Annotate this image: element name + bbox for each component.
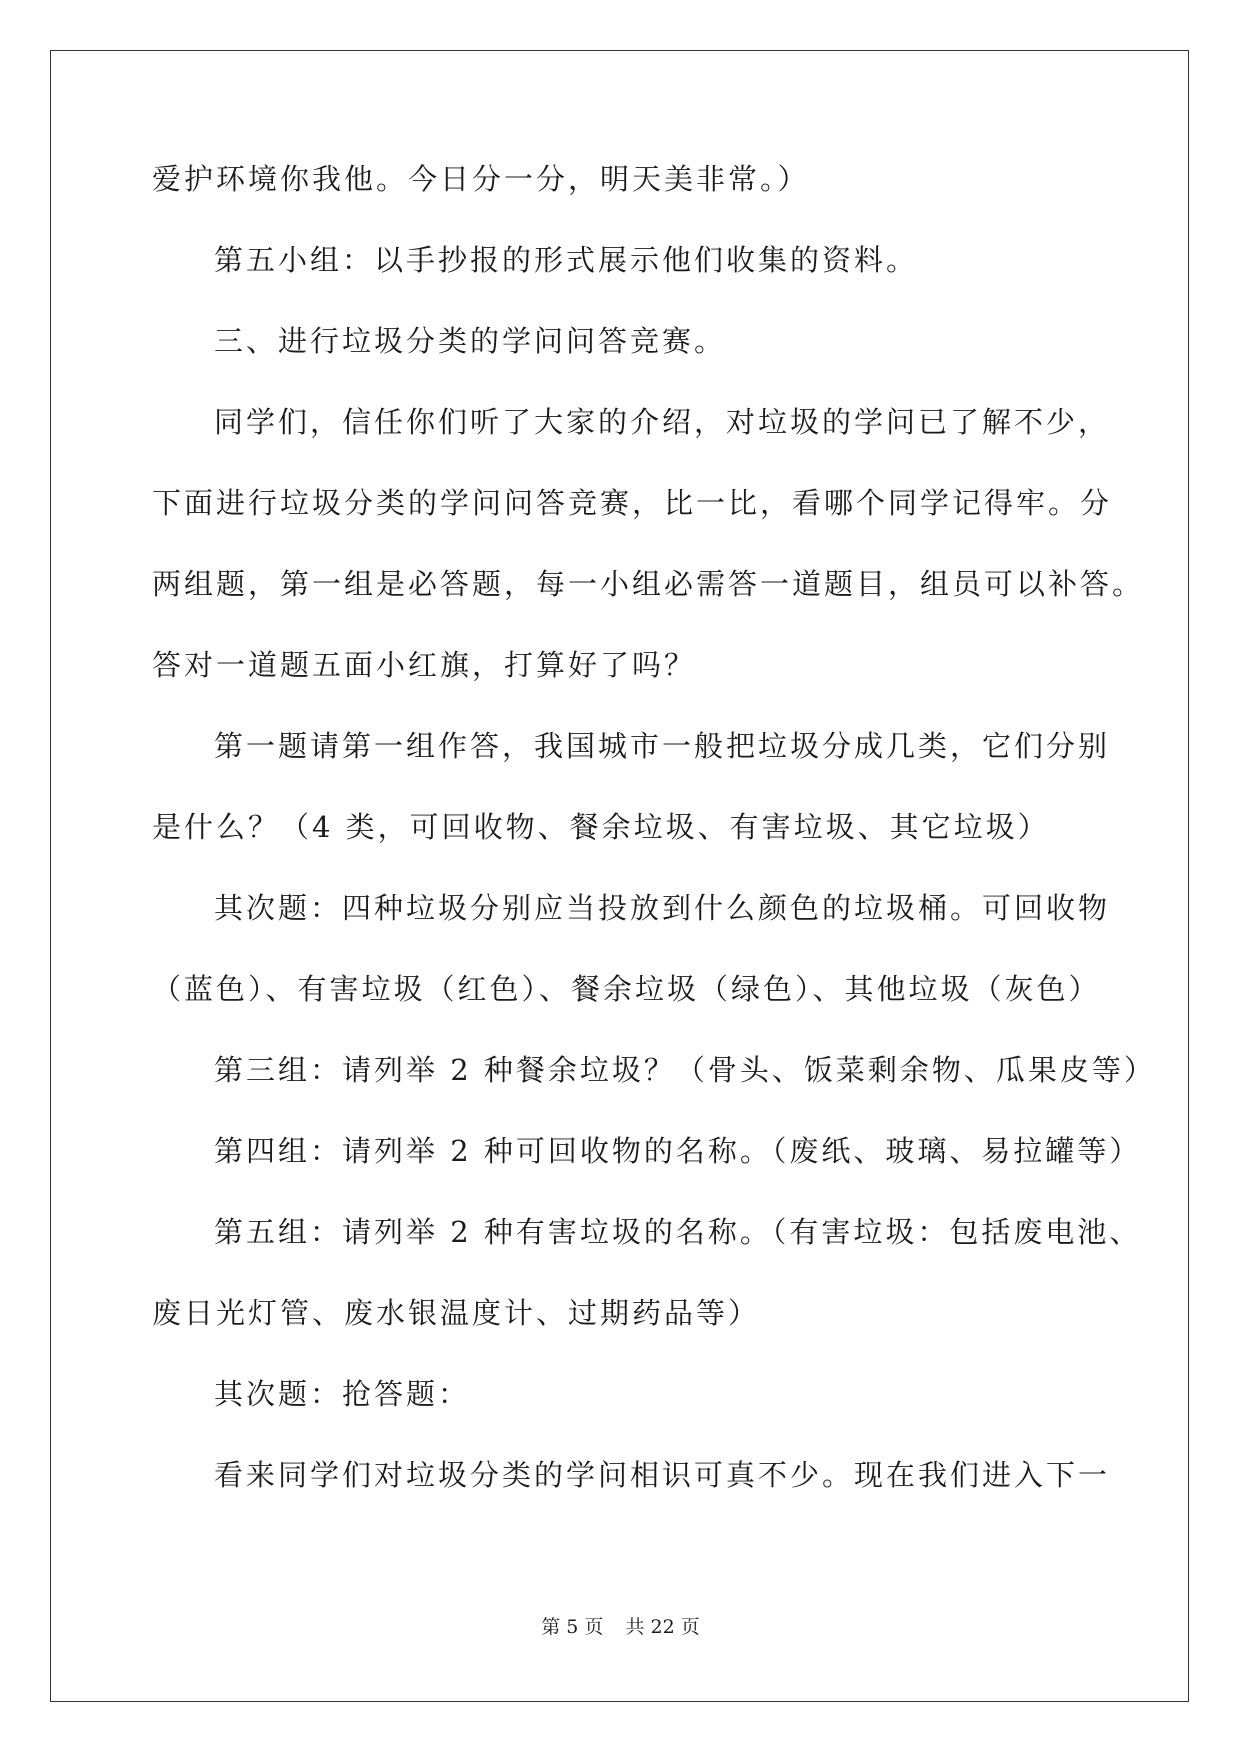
text-line-8: 第一题请第一组作答，我国城市一般把垃圾分成几类，它们分别 [214,729,1111,763]
text-line-2: 第五小组：以手抄报的形式展示他们收集的资料。 [214,243,919,277]
text-line-1: 爱护环境你我他。今日分一分，明天美非常。） [152,162,810,196]
text-line-10: 其次题：四种垃圾分别应当投放到什么颜色的垃圾桶。可回收物 [214,891,1111,925]
text-line-11: （蓝色）、有害垃圾（红色）、餐余垃圾（绿色）、其他垃圾（灰色） [152,972,1101,1006]
text-line-12: 第三组：请列举 2 种餐余垃圾？（骨头、饭菜剩余物、瓜果皮等） [214,1053,1156,1087]
page-footer [0,1612,1241,1639]
text-line-7: 答对一道题五面小红旗，打算好了吗？ [152,648,697,682]
text-line-16: 其次题：抢答题： [214,1377,471,1411]
text-line-17: 看来同学们对垃圾分类的学问相识可真不少。现在我们进入下一 [214,1458,1111,1492]
page-number: 第 5 页 [541,1616,604,1638]
text-line-13: 第四组：请列举 2 种可回收物的名称。（废纸、玻璃、易拉罐等） [214,1134,1142,1168]
page-total: 共 22 页 [625,1616,700,1638]
text-line-6: 两组题，第一组是必答题，每一小组必需答一道题目，组员可以补答。 [152,567,1145,601]
text-line-14: 第五组：请列举 2 种有害垃圾的名称。（有害垃圾：包括废电池、 [214,1215,1142,1249]
text-line-5: 下面进行垃圾分类的学问问答竞赛，比一比，看哪个同学记得牢。分 [152,486,1113,520]
document-body [152,160,1156,1537]
section-heading: 三、进行垃圾分类的学问问答竞赛。 [214,324,727,358]
text-line-9: 是什么？（4 类，可回收物、餐余垃圾、有害垃圾、其它垃圾） [152,810,1050,844]
text-line-15: 废日光灯管、废水银温度计、过期药品等） [152,1296,761,1330]
text-line-4: 同学们，信任你们听了大家的介绍，对垃圾的学问已了解不少， [214,405,1111,439]
